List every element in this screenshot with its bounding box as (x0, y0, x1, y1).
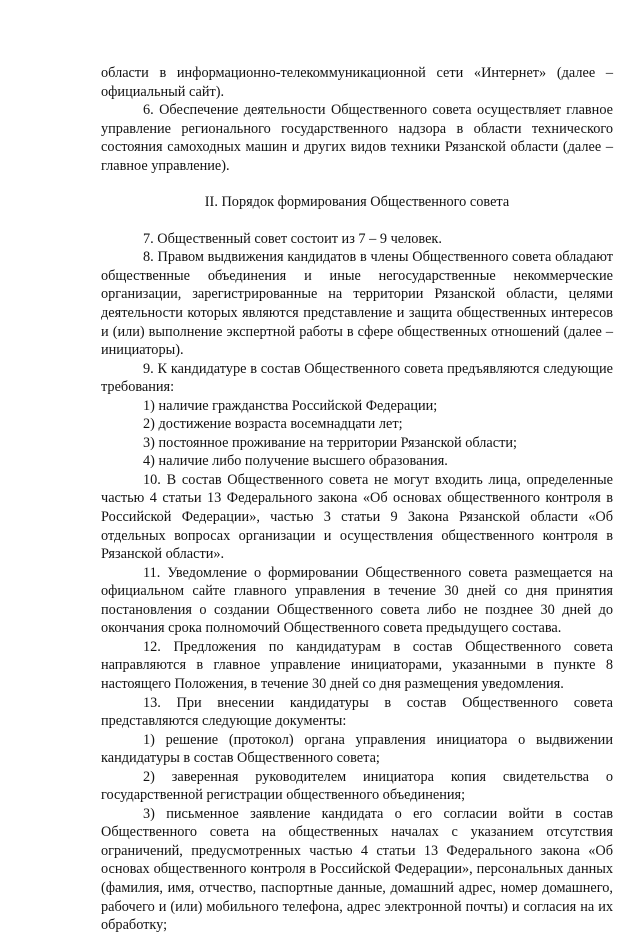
paragraph-5-continuation: области в информационно-телекоммуникационной сети «Интернет» (далее – официальный сайт). (101, 65, 613, 100)
paragraph-10: 10. В состав Общественного совета не могут входить лица, определенные частью 4 статьи 13 Федерального закона «Об основах общественного контроля в Российской Федерации», частью 3 статьи 9 Закона Рязанской области «Об отдельных вопросах организации и осуществления общественного контроля в Рязанской области». (101, 471, 613, 563)
list-item-9-3: 3) постоянное проживание на территории Рязанской области; (143, 434, 517, 451)
document-body (101, 64, 613, 935)
paragraph-11: 11. Уведомление о формировании Общественного совета размещается на официальном сайте главного управления в течение 30 дней со дня принятия постановления о создании Общественного совета либо не позднее 30 дней до окончания срока полномочий Общественного совета предыдущего состава. (101, 564, 613, 637)
paragraph-12: 12. Предложения по кандидатурам в состав Общественного совета направляются в главное управление инициаторами, указанными в пункте 8 настоящего Положения, в течение 30 дней со дня размещения уведомления. (101, 638, 613, 692)
paragraph-13: 13. При внесении кандидатуры в состав Общественного совета представляются следующие документы: (101, 694, 613, 730)
paragraph-7: 7. Общественный совет состоит из 7 – 9 человек. (143, 230, 442, 247)
list-item-9-2: 2) достижение возраста восемнадцати лет; (143, 416, 403, 433)
list-item-9-1: 1) наличие гражданства Российской Федерации; (143, 397, 438, 414)
list-item-13-1: 1) решение (протокол) органа управления инициатора о выдвижении кандидатуры в состав Общественного совета; (101, 731, 613, 767)
list-item-13-3: 3) письменное заявление кандидата о его согласии войти в состав Общественного совета на общественных началах с указанием отсутствия ограничений, предусмотренных частью 4 статьи 13 Федерального закона «Об основах общественного контроля в Российской Федерации», персональных данных (фамилия, имя, отчество, паспортные данные, домашний адрес, номер домашнего, рабочего и (или) мобильного телефона, адрес электронной почты) и согласия на их обработку; (101, 805, 613, 934)
paragraph-9: 9. К кандидатуре в состав Общественного совета предъявляются следующие требования: (101, 360, 613, 396)
list-item-9-4: 4) наличие либо получение высшего образования. (143, 453, 448, 470)
section-heading: II. Порядок формирования Общественного совета (204, 194, 510, 211)
list-item-13-2: 2) заверенная руководителем инициатора копия свидетельства о государственной регистрации общественного объединения; (101, 768, 613, 804)
paragraph-6: 6. Обеспечение деятельности Общественного совета осуществляет главное управление регионального государственного надзора в области технического состояния самоходных машин и других видов техники Рязанской области (далее – главное управление). (101, 102, 613, 174)
paragraph-8: 8. Правом выдвижения кандидатов в члены Общественного совета обладают общественные объединения и иные негосударственные некоммерческие организации, зарегистрированные на территории Рязанской области, целями деятельности которых являются представление и защита общественных интересов и (или) выполнение экспертной работы в сфере общественных отношений (далее – инициаторы). (101, 249, 613, 359)
